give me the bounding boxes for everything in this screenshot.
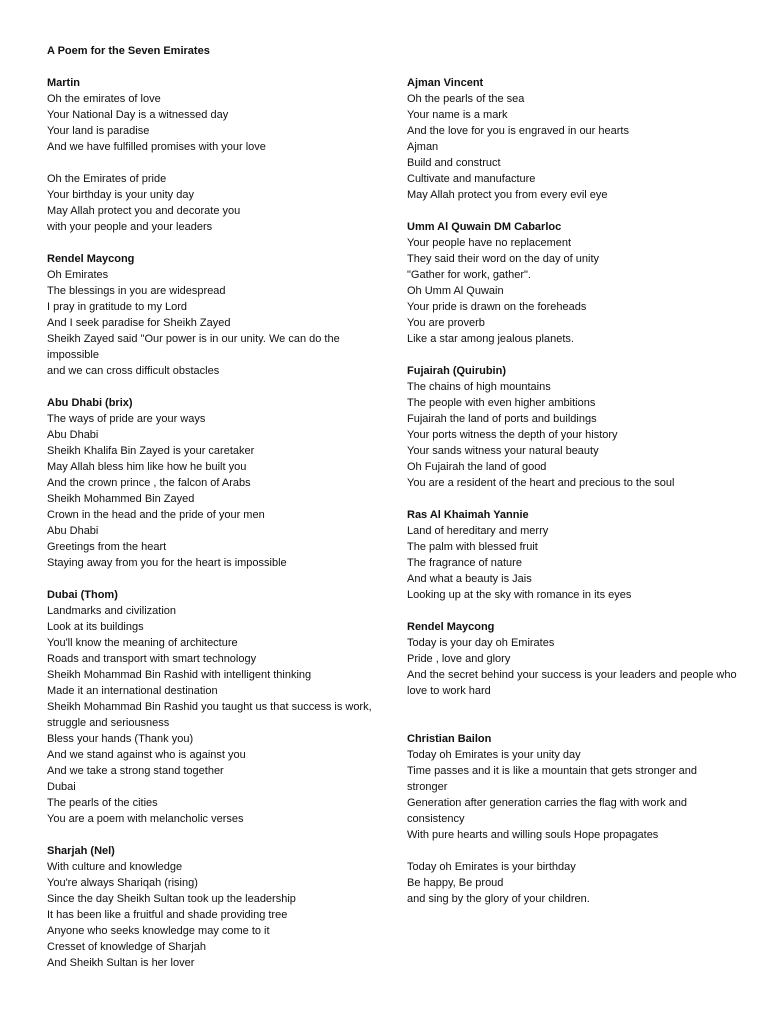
poem-line: Your pride is drawn on the foreheads (407, 301, 587, 313)
stanza (407, 507, 737, 603)
poem-line: Oh the emirates of love (47, 93, 161, 105)
poem-line: Oh the pearls of the sea (407, 93, 525, 105)
poem-line: Land of hereditary and merry (407, 525, 549, 537)
poem-line: Today is your day oh Emirates (407, 637, 555, 649)
poem-line: Your people have no replacement (407, 237, 572, 249)
stanza-author: Abu Dhabi (brix) (47, 397, 133, 409)
poem-line: You're always Shariqah (rising) (47, 877, 198, 889)
poem-line: Anyone who seeks knowledge may come to it (47, 925, 270, 937)
poem-line: And the love for you is engraved in our hearts (407, 125, 629, 137)
poem-line: Your National Day is a witnessed day (47, 109, 229, 121)
poem-line: And Sheikh Sultan is her lover (47, 957, 195, 969)
stanza (47, 843, 377, 971)
poem-line: Sheikh Mohammad Bin Rashid you taught us that success is work, struggle and seriousness (47, 701, 372, 729)
stanza (47, 251, 377, 379)
stanza (407, 219, 737, 347)
poem-line: And I seek paradise for Sheikh Zayed (47, 317, 231, 329)
stanza (47, 587, 377, 827)
poem-line: and we can cross difficult obstacles (47, 365, 220, 377)
poem-line: The chains of high mountains (407, 381, 551, 393)
poem-line: Be happy, Be proud (407, 877, 504, 889)
stanza (47, 75, 377, 155)
poem-line: Today oh Emirates is your birthday (407, 861, 576, 873)
stanza-author: Umm Al Quwain DM Cabarloc (407, 221, 562, 233)
poem-line: Pride , love and glory (407, 653, 511, 665)
poem-line: Looking up at the sky with romance in its eyes (407, 589, 632, 601)
stanza-author: Sharjah (Nel) (47, 845, 115, 857)
poem-line: Dubai (47, 781, 76, 793)
poem-line: I pray in gratitude to my Lord (47, 301, 188, 313)
poem-line: Cultivate and manufacture (407, 173, 536, 185)
stanza-gap (47, 571, 377, 587)
poem-line: The ways of pride are your ways (47, 413, 206, 425)
stanza-gap (407, 203, 737, 219)
left-column (47, 75, 377, 971)
stanza-author: Rendel Maycong (407, 621, 495, 633)
stanza-gap (47, 155, 377, 171)
poem-line: Abu Dhabi (47, 525, 99, 537)
poem-line: May Allah protect you from every evil eye (407, 189, 608, 201)
stanza-author: Dubai (Thom) (47, 589, 118, 601)
poem-line: Today oh Emirates is your unity day (407, 749, 581, 761)
poem-line: And we take a strong stand together (47, 765, 224, 777)
stanza-gap (407, 699, 737, 731)
poem-line: Your land is paradise (47, 125, 150, 137)
stanza (47, 171, 377, 235)
stanza-gap (407, 603, 737, 619)
poem-line: Your ports witness the depth of your history (407, 429, 618, 441)
stanza (407, 619, 737, 699)
poem-line: Sheikh Mohammed Bin Zayed (47, 493, 195, 505)
poem-line: Sheikh Khalifa Bin Zayed is your caretaker (47, 445, 255, 457)
poem-line: Build and construct (407, 157, 501, 169)
stanza (47, 395, 377, 571)
poem-line: And we have fulfilled promises with your love (47, 141, 266, 153)
poem-line: Abu Dhabi (47, 429, 99, 441)
poem-line: Your name is a mark (407, 109, 508, 121)
poem-line: Landmarks and civilization (47, 605, 177, 617)
poem-line: With pure hearts and willing souls Hope propagates (407, 829, 659, 841)
stanza (407, 731, 737, 843)
poem-line: Cresset of knowledge of Sharjah (47, 941, 206, 953)
poem-line: Roads and transport with smart technology (47, 653, 257, 665)
poem-line: May Allah bless him like how he built you (47, 461, 247, 473)
poem-line: Oh Umm Al Quwain (407, 285, 504, 297)
stanza-author: Ajman Vincent (407, 77, 484, 89)
poem-line: And we stand against who is against you (47, 749, 246, 761)
poem-line: With culture and knowledge (47, 861, 183, 873)
stanza-author: Christian Bailon (407, 733, 492, 745)
poem-line: Greetings from the heart (47, 541, 167, 553)
right-column (407, 75, 737, 907)
poem-line: They said their word on the day of unity (407, 253, 599, 265)
poem-line: Oh the Emirates of pride (47, 173, 167, 185)
poem-line: The pearls of the cities (47, 797, 158, 809)
stanza-gap (407, 491, 737, 507)
poem-line: The people with even higher ambitions (407, 397, 596, 409)
poem-line: You are a resident of the heart and precious to the soul (407, 477, 675, 489)
poem-line: with your people and your leaders (47, 221, 213, 233)
poem-line: Made it an international destination (47, 685, 218, 697)
poem-line: May Allah protect you and decorate you (47, 205, 241, 217)
poem-line: The palm with blessed fruit (407, 541, 538, 553)
stanza-author: Rendel Maycong (47, 253, 135, 265)
stanza-gap (407, 843, 737, 859)
stanza (407, 75, 737, 203)
poem-line: Sheikh Mohammad Bin Rashid with intelligent thinking (47, 669, 312, 681)
stanza-gap (47, 827, 377, 843)
poem-line: Fujairah the land of ports and buildings (407, 413, 597, 425)
poem-line: Like a star among jealous planets. (407, 333, 574, 345)
poem-line: Bless your hands (Thank you) (47, 733, 194, 745)
poem-line: Sheikh Zayed said "Our power is in our unity. We can do the impossible (47, 333, 340, 361)
poem-line: The blessings in you are widespread (47, 285, 226, 297)
stanza (407, 859, 737, 907)
poem-line: You are a poem with melancholic verses (47, 813, 244, 825)
poem-line: Since the day Sheikh Sultan took up the leadership (47, 893, 296, 905)
poem-line: And the secret behind your success is your leaders and people who love to work hard (407, 669, 737, 697)
poem-line: Generation after generation carries the flag with work and consistency (407, 797, 688, 825)
poem-line: And what a beauty is Jais (407, 573, 532, 585)
stanza-gap (47, 379, 377, 395)
poem-line: Staying away from you for the heart is impossible (47, 557, 287, 569)
stanza-gap (407, 347, 737, 363)
poem-line: and sing by the glory of your children. (407, 893, 590, 905)
poem-line: Your birthday is your unity day (47, 189, 194, 201)
poem-line: Crown in the head and the pride of your men (47, 509, 265, 521)
poem-line: "Gather for work, gather". (407, 269, 531, 281)
poem-line: It has been like a fruitful and shade providing tree (47, 909, 288, 921)
poem-line: Time passes and it is like a mountain that gets stronger and stronger (407, 765, 698, 793)
stanza (407, 363, 737, 491)
stanza-author: Fujairah (Quirubin) (407, 365, 506, 377)
poem-line: You'll know the meaning of architecture (47, 637, 238, 649)
stanza-author: Ras Al Khaimah Yannie (407, 509, 529, 521)
poem-line: Your sands witness your natural beauty (407, 445, 599, 457)
poem-line: Look at its buildings (47, 621, 144, 633)
poem-line: Ajman (407, 141, 439, 153)
stanza-gap (47, 235, 377, 251)
poem-line: Oh Fujairah the land of good (407, 461, 547, 473)
poem-line: The fragrance of nature (407, 557, 522, 569)
stanza-author: Martin (47, 77, 80, 89)
page-title: A Poem for the Seven Emirates (47, 45, 210, 57)
poem-line: And the crown prince , the falcon of Arabs (47, 477, 251, 489)
poem-line: You are proverb (407, 317, 485, 329)
poem-line: Oh Emirates (47, 269, 109, 281)
